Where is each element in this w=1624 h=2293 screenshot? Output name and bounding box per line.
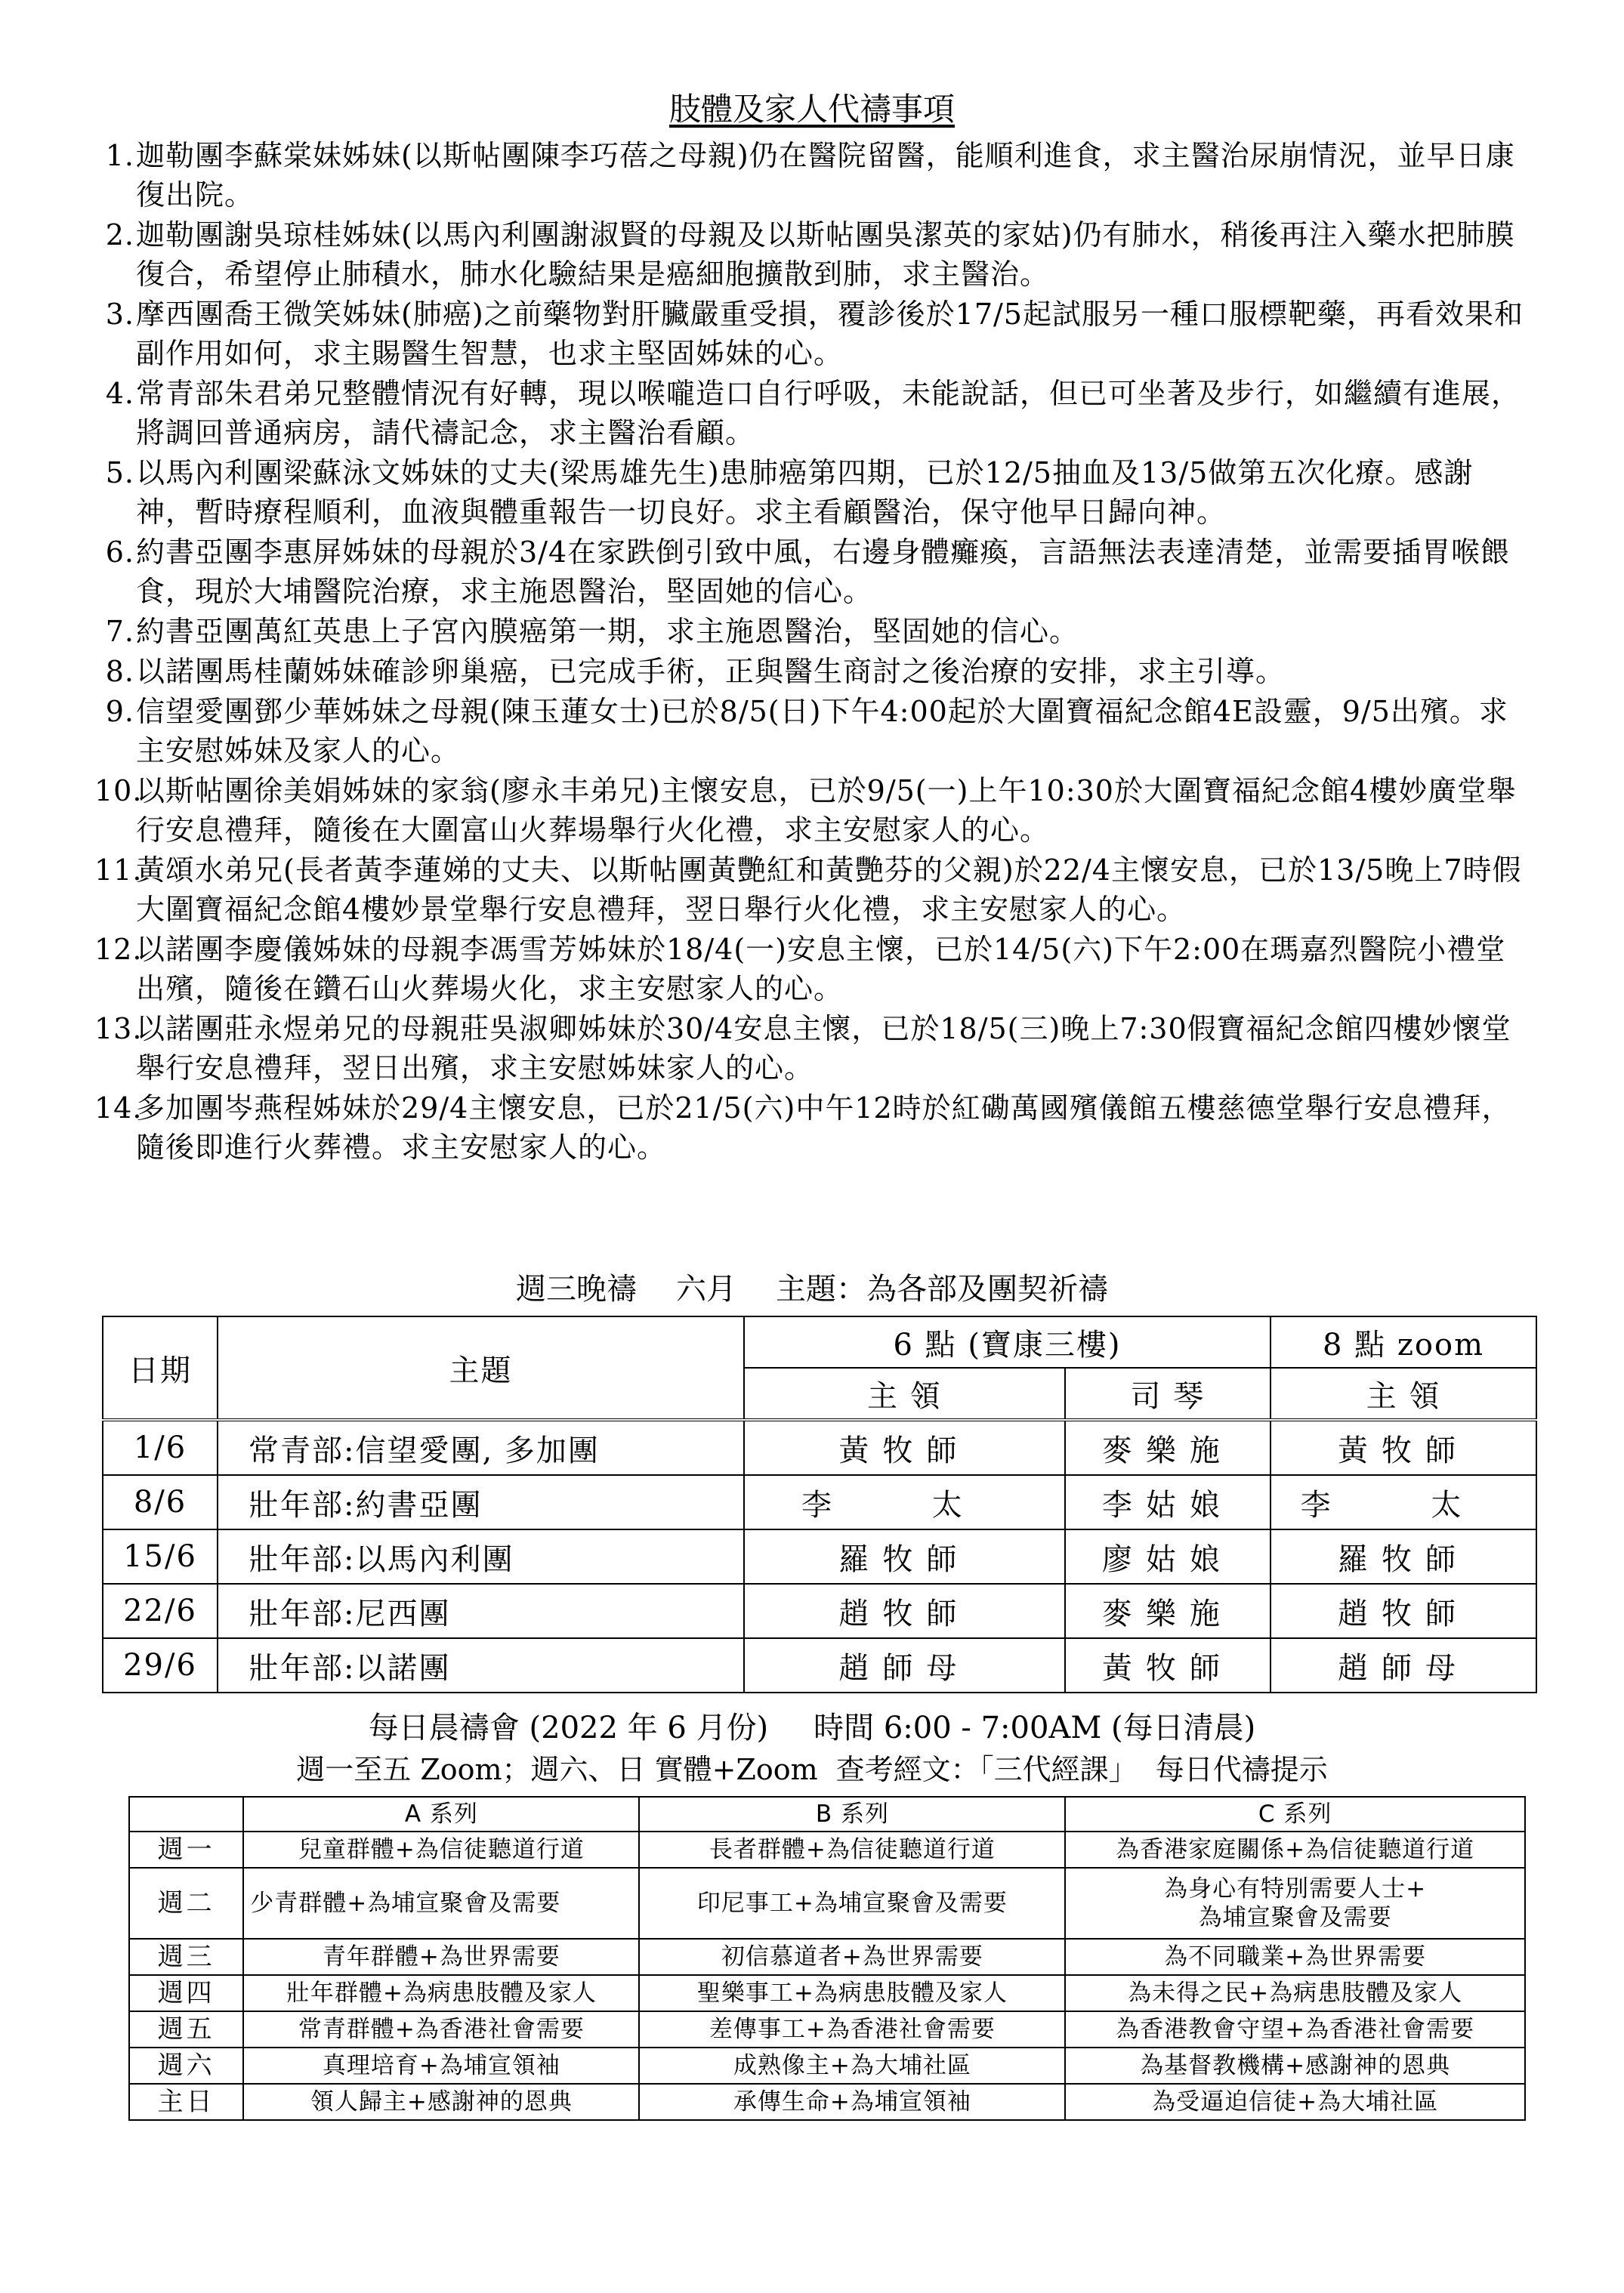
prayer-number: 3. [105, 298, 134, 331]
prayer-text: 信望愛團鄧少華姊妹之母親(陳玉蓮女士)已於8/5(日)下午4:00起於大圍寶福紀念館4E設靈，9/5出殯。求主安慰姊妹及家人的心。 [136, 695, 1508, 767]
prayer-item [94, 453, 1530, 532]
table-row [129, 1939, 1525, 1975]
header-topic: 主題 [218, 1316, 744, 1420]
row-series-a: 少青群體+為埔宣聚會及需要 [243, 1868, 639, 1939]
table-row [129, 1975, 1525, 2011]
row-piano: 麥樂施 [1065, 1420, 1270, 1475]
row-series-b: 印尼事工+為埔宣聚會及需要 [639, 1868, 1065, 1939]
daily-prayer-table [128, 1796, 1526, 2121]
prayer-text: 以馬內利團梁蘇泳文姊妹的丈夫(梁馬雄先生)患肺癌第四期，已於12/5抽血及13/5做第五次化療。感謝神，暫時療程順利，血液與體重報告一切良好。求主看顧醫治，保守他早日歸向神。 [136, 456, 1474, 529]
table-row [129, 1868, 1525, 1939]
row-series-c: 為未得之民+為病患肢體及家人 [1065, 1975, 1525, 2011]
row-series-b: 差傳事工+為香港社會需要 [639, 2011, 1065, 2048]
row-date: 1/6 [103, 1420, 218, 1475]
prayer-item [94, 771, 1530, 850]
row-piano: 黃牧師 [1065, 1638, 1270, 1693]
row-topic: 壯年部:約書亞團 [218, 1475, 744, 1529]
table-header-row [129, 1797, 1525, 1832]
row-piano: 李姑娘 [1065, 1475, 1270, 1529]
prayer-text: 約書亞團李惠屏姊妹的母親於3/4在家跌倒引致中風，右邊身體癱瘓，言語無法表達清楚，並需要插胃喉餵食，現於大埔醫院治療，求主施恩醫治，堅固她的信心。 [136, 535, 1511, 608]
row-date: 8/6 [103, 1475, 218, 1529]
prayer-text: 迦勒團李蘇棠妹姊妹(以斯帖團陳李巧蓓之母親)仍在醫院留醫，能順利進食，求主醫治尿崩情況，並早日康復出院。 [136, 139, 1515, 211]
row-lead: 羅牧師 [744, 1529, 1065, 1584]
row-date: 15/6 [103, 1529, 218, 1584]
table-row [103, 1420, 1536, 1475]
prayer-item [94, 930, 1530, 1008]
prayer-number: 13. [94, 1012, 143, 1045]
row-day: 主日 [129, 2084, 243, 2120]
table-row [129, 2048, 1525, 2084]
row-lead: 黃牧師 [744, 1420, 1065, 1475]
row-date: 29/6 [103, 1638, 218, 1693]
row-day: 週四 [129, 1975, 243, 2011]
morning-prayer-subtitle [0, 1751, 1624, 1788]
morning-prayer-title [0, 1708, 1624, 1748]
prayer-item [94, 652, 1530, 691]
morning-prayer-time: 時間 6:00 - 7:00AM (每日清晨) [814, 1711, 1256, 1745]
morning-prayer-scripture: 查考經文：「三代經課」 [835, 1753, 1138, 1786]
row-piano: 麥樂施 [1065, 1584, 1270, 1638]
row-lead-zoom: 羅牧師 [1270, 1529, 1536, 1584]
row-lead-zoom: 趙師母 [1270, 1638, 1536, 1693]
row-lead: 李 太 [744, 1475, 1065, 1529]
header-piano: 司 琴 [1065, 1368, 1270, 1420]
wednesday-title [0, 1269, 1624, 1310]
table-row [103, 1475, 1536, 1529]
row-piano: 廖姑娘 [1065, 1529, 1270, 1584]
row-series-b: 聖樂事工+為病患肢體及家人 [639, 1975, 1065, 2011]
prayer-number: 12. [94, 933, 143, 966]
row-series-b: 初信慕道者+為世界需要 [639, 1939, 1065, 1975]
prayer-number: 8. [105, 655, 134, 688]
row-day: 週三 [129, 1939, 243, 1975]
prayer-number: 9. [105, 695, 134, 728]
table-row [129, 2011, 1525, 2048]
section-title [0, 89, 1624, 130]
row-topic: 壯年部:以諾團 [218, 1638, 744, 1693]
row-day: 週六 [129, 2048, 243, 2084]
row-topic: 壯年部:尼西團 [218, 1584, 744, 1638]
header-series-c: C 系列 [1065, 1797, 1525, 1832]
row-lead-zoom: 李 太 [1270, 1475, 1536, 1529]
morning-prayer-name: 每日晨禱會 (2022 年 6 月份) [368, 1711, 769, 1745]
morning-prayer-daily-hint: 每日代禱提示 [1155, 1753, 1328, 1786]
row-series-a: 常青群體+為香港社會需要 [243, 2011, 639, 2048]
row-series-c: 為基督教機構+感謝神的恩典 [1065, 2048, 1525, 2084]
prayer-text: 多加團岑燕程姊妹於29/4主懷安息，已於21/5(六)中午12時於紅磡萬國殯儀館五樓慈德堂舉行安息禮拜，隨後即進行火葬禮。求主安慰家人的心。 [136, 1091, 1511, 1164]
prayer-item [94, 374, 1530, 452]
header-six-oclock: 6 點 (寶康三樓) [744, 1316, 1270, 1368]
row-topic: 壯年部:以馬內利團 [218, 1529, 744, 1584]
header-date: 日期 [103, 1316, 218, 1420]
row-lead-zoom: 黃牧師 [1270, 1420, 1536, 1475]
row-day: 週二 [129, 1868, 243, 1939]
row-series-c-line2: 為埔宣聚會及需要 [1198, 1904, 1392, 1931]
header-eight-oclock: 8 點 zoom [1270, 1316, 1536, 1368]
row-series-c: 為香港教會守望+為香港社會需要 [1065, 2011, 1525, 2048]
wednesday-title-name: 週三晚禱 [516, 1272, 637, 1307]
header-lead: 主 領 [744, 1368, 1065, 1420]
prayer-number: 4. [105, 377, 134, 410]
prayer-number: 11. [94, 853, 143, 887]
prayer-text: 以諾團李慶儀姊妹的母親李馮雪芳姊妹於18/4(一)安息主懷，已於14/5(六)下午2:00在瑪嘉烈醫院小禮堂出殯，隨後在鑽石山火葬場火化，求主安慰家人的心。 [136, 933, 1506, 1005]
prayer-number: 1. [105, 139, 134, 172]
prayer-item [94, 1088, 1530, 1167]
section-title-text: 肢體及家人代禱事項 [668, 91, 955, 128]
prayer-list [94, 136, 1530, 1168]
morning-prayer-format: 週一至五 Zoom；週六、日 實體+Zoom [296, 1753, 818, 1786]
prayer-text: 以諾團馬桂蘭姊妹確診卵巢癌，已完成手術，正與醫生商討之後治療的安排，求主引導。 [136, 655, 1286, 688]
row-lead: 趙師母 [744, 1638, 1065, 1693]
prayer-text: 約書亞團萬紅英患上子宮內膜癌第一期，求主施恩醫治，堅固她的信心。 [136, 615, 1079, 648]
prayer-text: 摩西團喬王微笑姊妹(肺癌)之前藥物對肝臟嚴重受損，覆診後於17/5起試服另一種口服標靶藥，再看效果和副作用如何，求主賜醫生智慧，也求主堅固姊妹的心。 [136, 298, 1524, 370]
row-topic: 常青部:信望愛團, 多加團 [218, 1420, 744, 1475]
row-series-b: 長者群體+為信徒聽道行道 [639, 1832, 1065, 1868]
wednesday-title-theme: 主題：為各部及團契祈禱 [776, 1272, 1108, 1307]
prayer-number: 7. [105, 615, 134, 648]
row-series-b: 承傳生命+為埔宣領袖 [639, 2084, 1065, 2120]
prayer-number: 2. [105, 218, 134, 252]
prayer-text: 黃頌水弟兄(長者黃李蓮娣的丈夫、以斯帖團黃艷紅和黃艷芬的父親)於22/4主懷安息，已於13/5晚上7時假大圍寶福紀念館4樓妙景堂舉行安息禮拜，翌日舉行火化禮，求主安慰家人的心。 [136, 853, 1522, 926]
prayer-item [94, 612, 1530, 651]
prayer-item [94, 532, 1530, 611]
prayer-item [94, 136, 1530, 214]
prayer-number: 5. [105, 456, 134, 489]
prayer-item [94, 850, 1530, 929]
row-series-c-line1: 為身心有特別需要人士+ [1164, 1875, 1427, 1903]
prayer-text: 以斯帖團徐美娟姊妹的家翁(廖永丰弟兄)主懷安息，已於9/5(一)上午10:30於大圍寶福紀念館4樓妙廣堂舉行安息禮拜，隨後在大圍富山火葬場舉行火化禮，求主安慰家人的心。 [136, 774, 1517, 847]
prayer-number: 14. [94, 1091, 143, 1125]
table-row [129, 2084, 1525, 2120]
table-row [103, 1529, 1536, 1584]
prayer-text: 迦勒團謝吳琼桂姊妹(以馬內利團謝淑賢的母親及以斯帖團吳潔英的家姑)仍有肺水，稍後再注入藥水把肺膜復合，希望停止肺積水，肺水化驗結果是癌細胞擴散到肺，求主醫治。 [136, 218, 1515, 291]
header-lead-zoom: 主 領 [1270, 1368, 1536, 1420]
wednesday-title-month: 六月 [676, 1272, 736, 1307]
row-series-a: 領人歸主+感謝神的恩典 [243, 2084, 639, 2120]
prayer-item [94, 295, 1530, 373]
prayer-item [94, 692, 1530, 770]
header-blank [129, 1797, 243, 1832]
row-series-a: 兒童群體+為信徒聽道行道 [243, 1832, 639, 1868]
row-series-c: 為受逼迫信徒+為大埔社區 [1065, 2084, 1525, 2120]
header-series-b: B 系列 [639, 1797, 1065, 1832]
row-series-b: 成熟像主+為大埔社區 [639, 2048, 1065, 2084]
row-series-c: 為香港家庭關係+為信徒聽道行道 [1065, 1832, 1525, 1868]
prayer-text: 以諾團莊永煜弟兄的母親莊吳淑卿姊妹於30/4安息主懷，已於18/5(三)晚上7:30假寶福紀念館四樓妙懷堂舉行安息禮拜，翌日出殯，求主安慰姊妹家人的心。 [136, 1012, 1511, 1085]
row-series-c [1065, 1868, 1525, 1939]
row-series-a: 真理培育+為埔宣領袖 [243, 2048, 639, 2084]
prayer-item [94, 1009, 1530, 1088]
header-series-a: A 系列 [243, 1797, 639, 1832]
prayer-number: 6. [105, 535, 134, 569]
row-lead: 趙牧師 [744, 1584, 1065, 1638]
table-row [103, 1638, 1536, 1693]
row-day: 週一 [129, 1832, 243, 1868]
prayer-item [94, 215, 1530, 294]
prayer-text: 常青部朱君弟兄整體情況有好轉，現以喉嚨造口自行呼吸，未能說話，但已可坐著及步行，如繼續有進展，將調回普通病房，請代禱記念，求主醫治看顧。 [136, 377, 1521, 449]
row-day: 週五 [129, 2011, 243, 2048]
row-series-a: 壯年群體+為病患肢體及家人 [243, 1975, 639, 2011]
table-row [129, 1832, 1525, 1868]
row-series-c: 為不同職業+為世界需要 [1065, 1939, 1525, 1975]
table-row [103, 1584, 1536, 1638]
row-date: 22/6 [103, 1584, 218, 1638]
prayer-number: 10. [94, 774, 143, 807]
row-lead-zoom: 趙牧師 [1270, 1584, 1536, 1638]
table-header-row [103, 1316, 1536, 1368]
wednesday-schedule-table [102, 1316, 1537, 1693]
row-series-a: 青年群體+為世界需要 [243, 1939, 639, 1975]
